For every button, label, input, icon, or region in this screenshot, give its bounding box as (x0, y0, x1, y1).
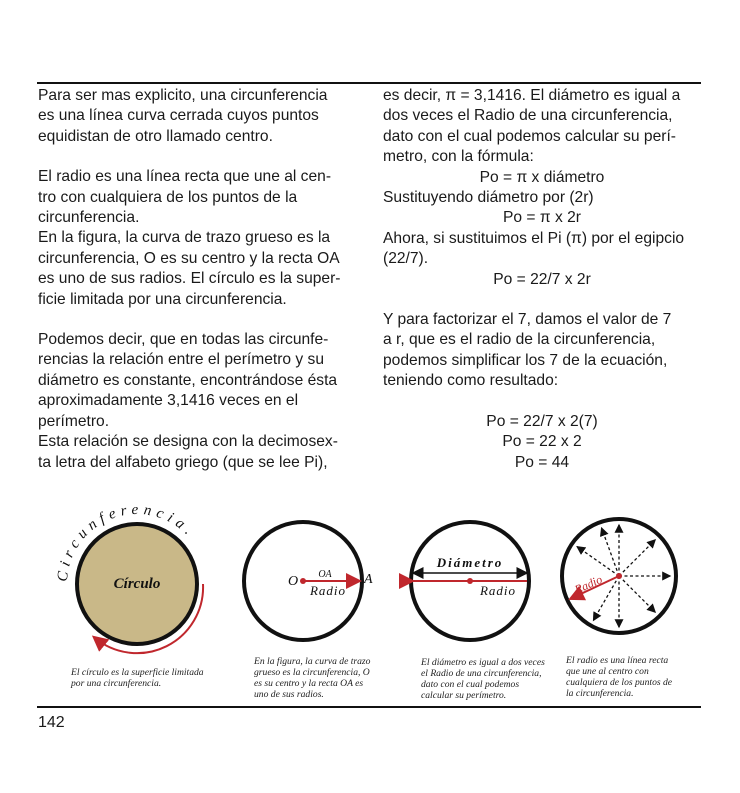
text-line: dos veces el Radio de una circunferencia, (383, 107, 673, 125)
diameter-figure (404, 515, 539, 650)
text-line: circunferencia, O es su centro y la recta OA (38, 249, 340, 267)
paragraph-gap (38, 310, 368, 330)
text-line: circunferencia. (38, 209, 140, 227)
caption-line: el Radio de una circunferencia, (421, 668, 542, 679)
caption-line: uno de sus radios. (254, 689, 324, 700)
dashed-radius (619, 576, 655, 612)
text-line: (22/7). (383, 250, 429, 268)
formula-line: Po = 44 (514, 453, 570, 471)
caption-radii (566, 655, 696, 699)
text-line: es una línea curva cerrada cuyos puntos (38, 107, 319, 125)
center-point (616, 573, 622, 579)
paragraph-gap (383, 392, 701, 412)
caption-line: es su centro y la recta OA es (254, 678, 364, 689)
text-line: Para ser mas explicito, una circunferencia (38, 87, 328, 104)
formula-line: Po = π x 2r (503, 209, 581, 227)
caption-line: grueso es la circunferencia, O (254, 667, 370, 678)
bottom-rule (37, 706, 701, 708)
formula-line: Po = π x diámetro (479, 168, 605, 186)
text-line: tro con cualquiera de los puntos de la (38, 188, 298, 206)
center-point (300, 578, 306, 584)
text-line: ficie limitada por una circunferencia. (38, 290, 287, 308)
text-line: metro, con la fórmula: (383, 148, 534, 166)
text-line: El radio es una línea recta que une al cen- (38, 168, 332, 186)
radii-figure (553, 515, 688, 650)
circunferencia-arc-label: Circunferencia. (55, 501, 200, 583)
text-line: es decir, π = 3,1416. El diámetro es igual a (383, 87, 681, 104)
caption-diameter (421, 657, 561, 701)
caption-line: El círculo es la superficie limitada (71, 667, 204, 678)
caption-line: calcular su perímetro. (421, 690, 507, 701)
text-line: diámetro es constante, encontrándose ésta (38, 371, 338, 389)
text-line: En la figura, la curva de trazo grueso es la (38, 229, 331, 247)
segment-label-oa: OA (318, 569, 332, 580)
text-line: Y para factorizar el 7, damos el valor de 7 (383, 311, 672, 329)
caption-line: El diámetro es igual a dos veces (421, 657, 545, 668)
paragraph-gap (38, 147, 368, 167)
text-line: rencias la relación entre el perímetro y su (38, 351, 325, 369)
text-line: a r, que es el radio de la circunferencia, (383, 331, 656, 349)
caption-line: la circunferencia. (566, 688, 634, 699)
radius-label: Radio (572, 572, 605, 597)
caption-radius (254, 656, 394, 700)
caption-line: dato con el cual podemos (421, 679, 520, 690)
text-line: dato con el cual podemos calcular su perí- (383, 127, 676, 145)
caption-line: cualquiera de los puntos de (566, 677, 673, 688)
paragraph-gap (383, 290, 701, 310)
text-line: Sustituyendo diámetro por (2r) (383, 189, 594, 207)
left-column (38, 86, 368, 473)
circulo-label: Círculo (113, 576, 161, 592)
text-line: podemos simplificar los 7 de la ecuación, (383, 351, 668, 369)
dashed-radius (619, 540, 655, 576)
radius-label: Radio (479, 583, 517, 598)
caption-line: En la figura, la curva de trazo (254, 656, 371, 667)
text-line: aproximadamente 3,1416 veces en el (38, 392, 299, 410)
caption-circle (71, 667, 231, 689)
text-line: Podemos decir, que en todas las circunfe- (38, 331, 329, 349)
text-line: Ahora, si sustituimos el Pi (π) por el egipcio (383, 229, 685, 247)
text-line: perímetro. (38, 412, 110, 430)
formula-line: Po = 22 x 2 (502, 433, 582, 451)
radius-label: Radio (309, 583, 347, 598)
text-line: teniendo como resultado: (383, 372, 559, 390)
text-line: Esta relación se designa con la decimosex- (38, 433, 338, 451)
caption-line: El radio es una línea recta (566, 655, 669, 666)
right-column (383, 86, 701, 473)
formula-line: Po = 22/7 x 2(7) (486, 412, 598, 430)
endpoint-label-a: A (364, 572, 373, 587)
text-line: equidistan de otro llamado centro. (38, 127, 273, 145)
radius-figure (236, 515, 371, 650)
top-rule (37, 82, 701, 84)
caption-line: que une al centro con (566, 666, 649, 677)
dashed-radius (602, 528, 619, 576)
diameter-label: Diámetro (436, 555, 504, 570)
center-label-o: O (288, 574, 299, 589)
formula-line: Po = 22/7 x 2r (493, 270, 591, 288)
text-line: ta letra del alfabeto griego (que se lee Pi), (38, 453, 328, 471)
circle-figure (55, 500, 220, 660)
caption-line: por una circunferencia. (71, 678, 162, 689)
page-number: 142 (38, 714, 65, 731)
text-line: es uno de sus radios. El círculo es la super- (38, 270, 341, 288)
center-point (467, 578, 473, 584)
